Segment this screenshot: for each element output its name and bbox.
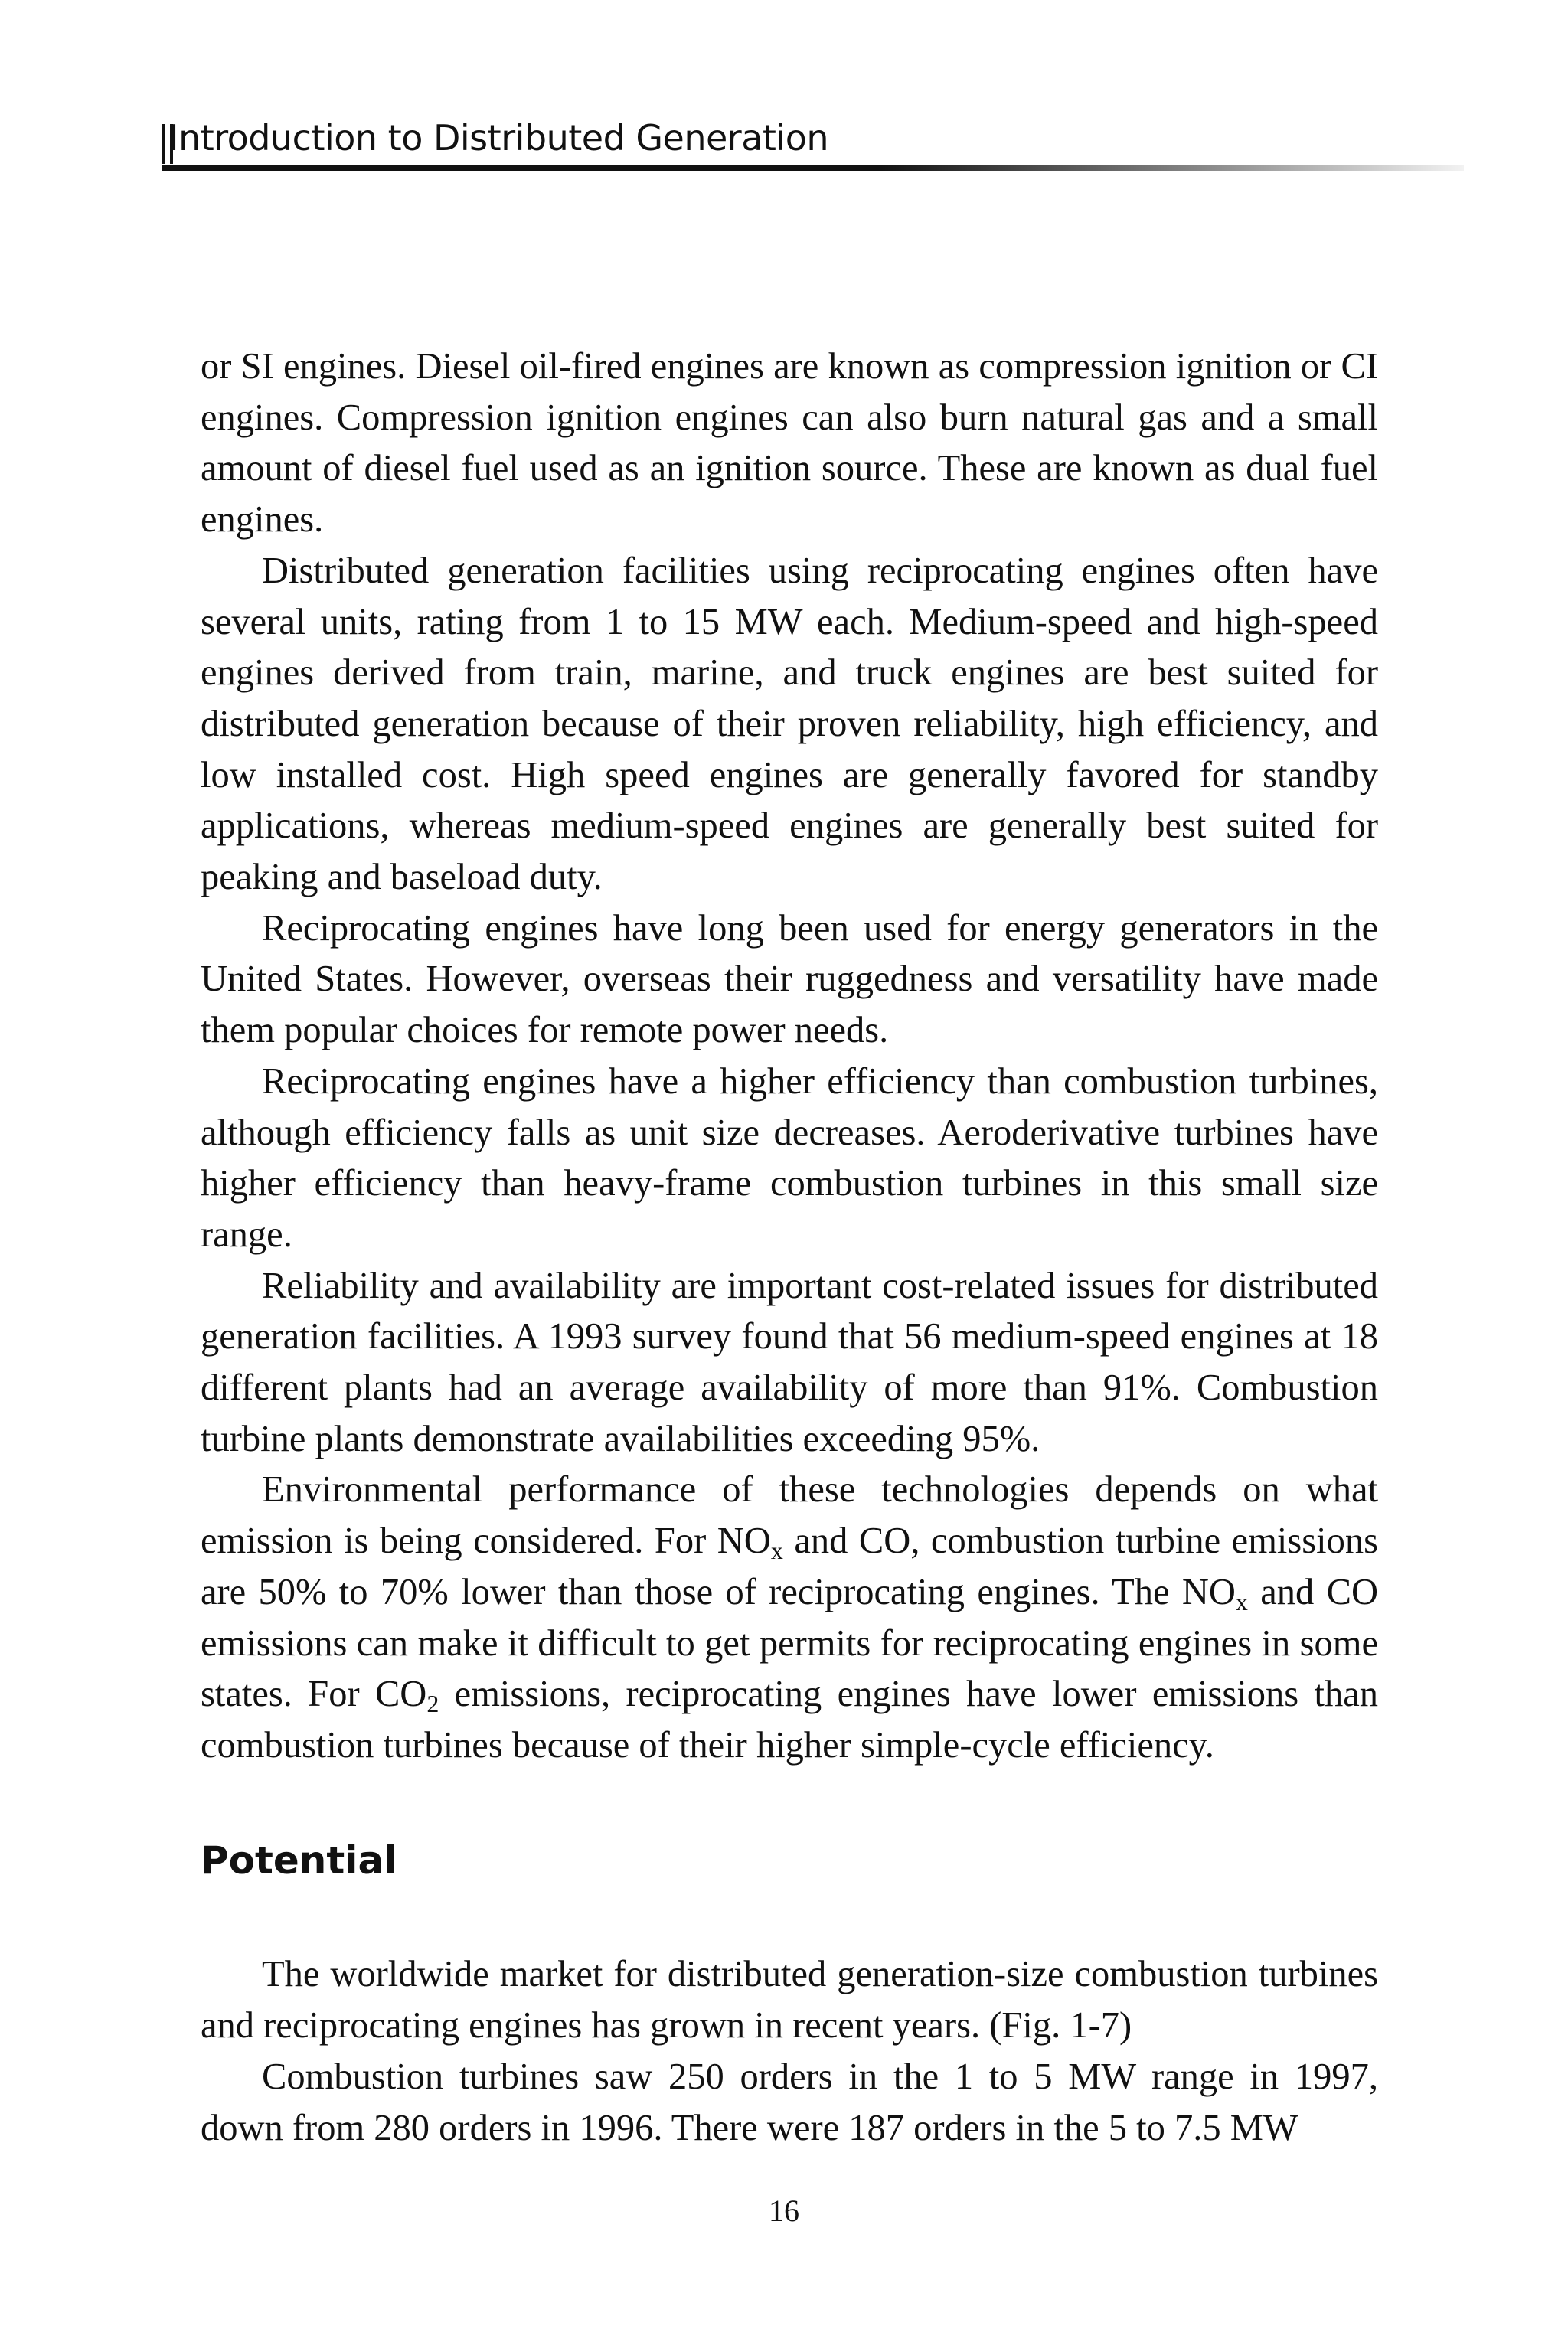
paragraph-worldwide-market: The worldwide market for distributed generation-size combustion turbines and reciprocating engines has grown in recent years. (Fig. 1-7) (201, 1954, 1378, 2046)
section-heading-potential: Potential (201, 1838, 397, 1883)
running-header-title: Introduction to Distributed Generation (168, 117, 829, 158)
emissions-text-part4: emissions, reciprocating engines have lower emissions than combustion turbines because of their higher simple-cycle efficiency. (201, 1674, 1378, 1766)
potential-section-text (201, 1949, 1378, 2154)
paragraph-emissions (201, 1465, 1378, 1771)
paragraph-unit-sizes: Distributed generation facilities using reciprocating engines often have several units, rating from 1 to 15 MW each. Medium-speed and high-speed engines derived from train, marine, and truck engines are best suited for distributed generation because of their proven reliability, high efficiency, and low installed cost. High speed engines are generally favored for standby applications, whereas medium-speed engines are generally best suited for peaking and baseload duty. (201, 550, 1378, 898)
nox-subscript: x (1235, 1587, 1248, 1615)
paragraph-efficiency: Reciprocating engines have a higher efficiency than combustion turbines, although efficiency falls as unit size decreases. Aeroderivative turbines have higher efficiency than heavy-frame combustion turbines in this small size range. (201, 1060, 1378, 1255)
paragraph-continued: or SI engines. Diesel oil-fired engines are known as compression ignition or CI engines. Compression ignition engines can also burn natural gas and a small amount of diesel fuel used as an ignition source. These are known as dual fuel engines. (201, 346, 1378, 541)
emissions-text-part1: Environmental performance of these technologies depends on what emission is being considered. For NO (201, 1469, 1378, 1562)
co2-subscript: 2 (426, 1690, 439, 1718)
emissions-text-part3: and CO emissions can make it difficult to get permits for reciprocating engines in some states. For CO (201, 1571, 1378, 1715)
body-text (201, 341, 1378, 1772)
page-number: 16 (769, 2194, 799, 2228)
paragraph-reliability: Reliability and availability are important cost-related issues for distributed generation facilities. A 1993 survey found that 56 medium-speed engines at 18 different plants had an average availability of more than 91%. Combustion turbine plants demonstrate availabilities exceeding 95%. (201, 1265, 1378, 1459)
header-rule (162, 165, 1464, 171)
running-header (162, 115, 1464, 176)
paragraph-turbine-orders: Combustion turbines saw 250 orders in the 1 to 5 MW range in 1997, down from 280 orders in 1996. There were 187 orders in the 5 to 7.5 MW (201, 2056, 1378, 2148)
nox-subscript: x (770, 1537, 783, 1565)
emissions-text-part2: and CO, combustion turbine emissions are 50% to 70% lower than those of reciprocating engines. The NO (201, 1521, 1378, 1612)
paragraph-us-usage: Reciprocating engines have long been used for energy generators in the United States. However, overseas their ruggedness and versatility have made them popular choices for remote power needs. (201, 907, 1378, 1051)
